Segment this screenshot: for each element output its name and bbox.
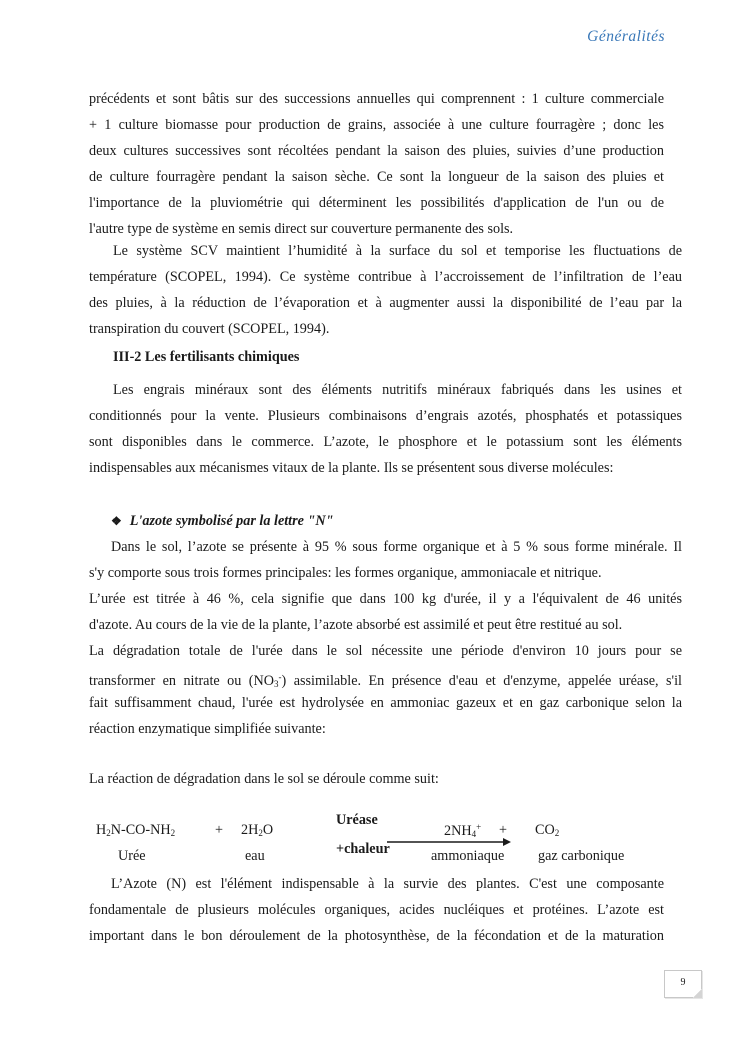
text-line: précédents et sont bâtis sur des successions annuelles qui comprennent : 1 culture commerciale [89, 91, 664, 107]
product-co2-label: gaz carbonique [538, 848, 625, 864]
page-number: 9 [680, 977, 686, 988]
plus-sign: + [499, 822, 508, 838]
product-co2-formula: $CO_2$ [535, 822, 560, 838]
text-line: Le système SCV maintient l’humidité à la surface du sol et temporise les fluctuations de [113, 243, 682, 259]
reactant-water-label: eau [245, 848, 265, 864]
text-line: température (SCOPEL, 1994). Ce système contribue à l’accroissement de l’infiltration de l’eau [89, 269, 682, 285]
bullet-title: L'azote symbolisé par la lettre "N" [129, 513, 334, 529]
paragraph-1 [89, 86, 664, 242]
text-fragment: transformer en nitrate ou (NO [89, 673, 275, 689]
page-curl-icon [693, 989, 702, 998]
text-line: L’urée est titrée à 46 %, cela signifie que dans 100 kg d'urée, il y a l'équivalent de 46 unités [89, 591, 682, 607]
text-line: indispensables aux mécanismes vitaux de la plante. Ils se présentent sous diverse molécules: [89, 460, 614, 476]
paragraph-4 [89, 534, 682, 638]
product-ammonium-label: ammoniaque [431, 848, 505, 864]
text-line: s'y comporte sous trois formes principales: les formes organique, ammoniacale et nitrique. [89, 565, 602, 581]
product-ammonium-formula: $2NH_4^+$ [444, 822, 482, 839]
reactant-urea-label: Urée [118, 848, 146, 864]
paragraph-2 [89, 238, 682, 342]
running-header: Généralités [587, 28, 665, 45]
text-line: fait suffisamment chaud, l'urée est hydrolysée en ammoniac gazeux et en gaz carbonique selon la [89, 695, 682, 711]
text-line: de culture fourragère pendant la saison sèche. Ce sont la longueur de la saison des pluies et [89, 169, 664, 185]
text-line: Les engrais minéraux sont des éléments nutritifs minéraux fabriqués dans les usines et [113, 382, 682, 398]
text-line: des pluies, à la réduction de l’évaporation et à augmenter aussi la disponibilité de l’eau par la [89, 295, 682, 311]
superscript: - [278, 672, 282, 682]
arrow-label-top: Uréase [336, 812, 378, 828]
text-line: La réaction de dégradation dans le sol se déroule comme suit: [89, 771, 439, 787]
page-number-box [664, 970, 702, 998]
reactant-water-formula: $2H_2O$ [241, 822, 274, 838]
section-heading-text: III-2 Les fertilisants chimiques [113, 349, 300, 365]
text-line: transpiration du couvert (SCOPEL, 1994). [89, 321, 330, 337]
text-line: Dans le sol, l’azote se présente à 95 % sous forme organique et à 5 % sous forme minérale. Il [111, 539, 682, 555]
text-line: La dégradation totale de l'urée dans le sol nécessite une période d'environ 10 jours pour se [89, 643, 682, 659]
text-line: deux cultures successives sont récoltées pendant la saison des pluies, suivies d’une production [89, 143, 664, 159]
plus-sign: + [215, 822, 224, 838]
text-line: important dans le bon déroulement de la photosynthèse, de la fécondation et de la maturation [89, 928, 664, 944]
text-line: l'autre type de système en semis direct sur couverture permanente des sols. [89, 221, 514, 237]
diamond-bullet-icon: ❖ [111, 514, 122, 528]
text-line: + 1 culture biomasse pour production de grains, associée à une culture fourragère ; donc les [89, 117, 664, 133]
paragraph-6 [89, 871, 664, 949]
reaction-intro [89, 766, 682, 792]
arrow-label-bottom: +chaleur [336, 841, 390, 857]
reactant-urea-formula: $H_2N-CO-NH_2$ [96, 822, 176, 838]
subscript: 3 [274, 679, 279, 689]
text-line [89, 664, 682, 690]
bullet-heading [89, 508, 682, 534]
text-line: d'azote. Au cours de la vie de la plante, l’azote absorbé est assimilé et peut être restitué au sol. [89, 617, 623, 633]
text-line: L’Azote (N) est l'élément indispensable à la survie des plantes. C'est une composante [111, 876, 664, 892]
chemical-reaction [89, 812, 682, 872]
text-line: fondamentale de plusieurs molécules organiques, acides nucléiques et protéines. L’azote est [89, 902, 664, 918]
text-line: conditionnés pour la vente. Plusieurs combinaisons d’engrais azotés, phosphatés et potassiques [89, 408, 682, 424]
section-heading [89, 344, 682, 370]
text-line: sont disponibles dans le commerce. L’azote, le phosphore et le potassium sont les éléments [89, 434, 682, 450]
paragraph-5 [89, 638, 682, 742]
text-line: l'importance de la pluviométrie qui déterminent les possibilités d'application de l'un ou de [89, 195, 664, 211]
paragraph-3 [89, 377, 682, 481]
text-line: réaction enzymatique simplifiée suivante: [89, 721, 326, 737]
text-fragment: ) assimilable. En présence d'eau et d'enzyme, appelée uréase, s'il [281, 673, 682, 689]
